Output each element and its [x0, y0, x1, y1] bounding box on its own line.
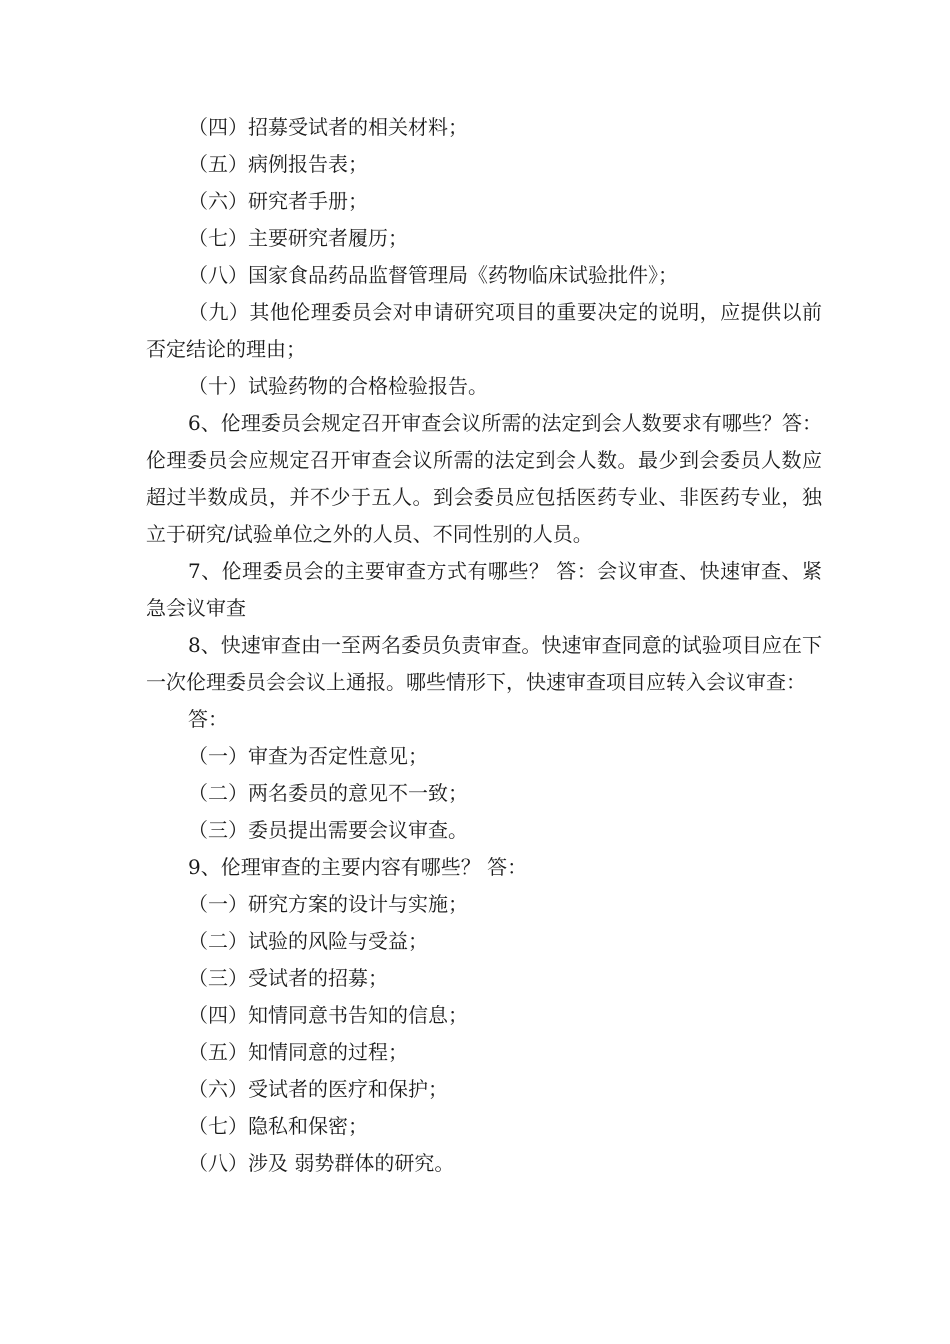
document-body — [146, 109, 822, 1182]
list-item: （二）两名委员的意见不一致； — [188, 781, 468, 805]
list-item: （七）主要研究者履历； — [188, 226, 408, 250]
list-item: （一）研究方案的设计与实施； — [188, 892, 468, 916]
list-item: （五）病例报告表； — [188, 152, 368, 176]
list-item: （一）审查为否定性意见； — [188, 744, 428, 768]
list-item: （四）知情同意书告知的信息； — [188, 1003, 468, 1027]
question-paragraph: 9、伦理审查的主要内容有哪些？ 答： — [188, 855, 528, 879]
list-item: （四）招募受试者的相关材料； — [188, 115, 468, 139]
list-item: （七）隐私和保密； — [188, 1114, 368, 1138]
question-paragraph: 8、快速审查由一至两名委员负责审查。快速审查同意的试验项目应在下一次伦理委员会会议上通报。哪些情形下，快速审查项目应转入会议审查： — [146, 633, 822, 694]
list-item: （三）委员提出需要会议审查。 — [188, 818, 468, 842]
list-item: （三）受试者的招募； — [188, 966, 388, 990]
list-item: （八）涉及 弱势群体的研究。 — [188, 1151, 455, 1175]
list-item: （六）研究者手册； — [188, 189, 368, 213]
list-item: （二）试验的风险与受益； — [188, 929, 428, 953]
question-paragraph: 7、伦理委员会的主要审查方式有哪些？ 答：会议审查、快速审查、紧急会议审查 — [146, 559, 822, 620]
list-item: （六）受试者的医疗和保护； — [188, 1077, 448, 1101]
list-item: （九）其他伦理委员会对申请研究项目的重要决定的说明，应提供以前否定结论的理由； — [146, 300, 822, 361]
list-item: （十）试验药物的合格检验报告。 — [188, 374, 488, 398]
list-item: （八）国家食品药品监督管理局《药物临床试验批件》； — [188, 263, 678, 287]
question-paragraph: 6、伦理委员会规定召开审查会议所需的法定到会人数要求有哪些？答：伦理委员会应规定召开审查会议所需的法定到会人数。最少到会委员人数应超过半数成员，并不少于五人。到会委员应包括医药专业、非医药专业，独立于研究/试验单位之外的人员、不同性别的人员。 — [146, 411, 822, 546]
answer-label: 答： — [188, 707, 228, 731]
list-item: （五）知情同意的过程； — [188, 1040, 408, 1064]
